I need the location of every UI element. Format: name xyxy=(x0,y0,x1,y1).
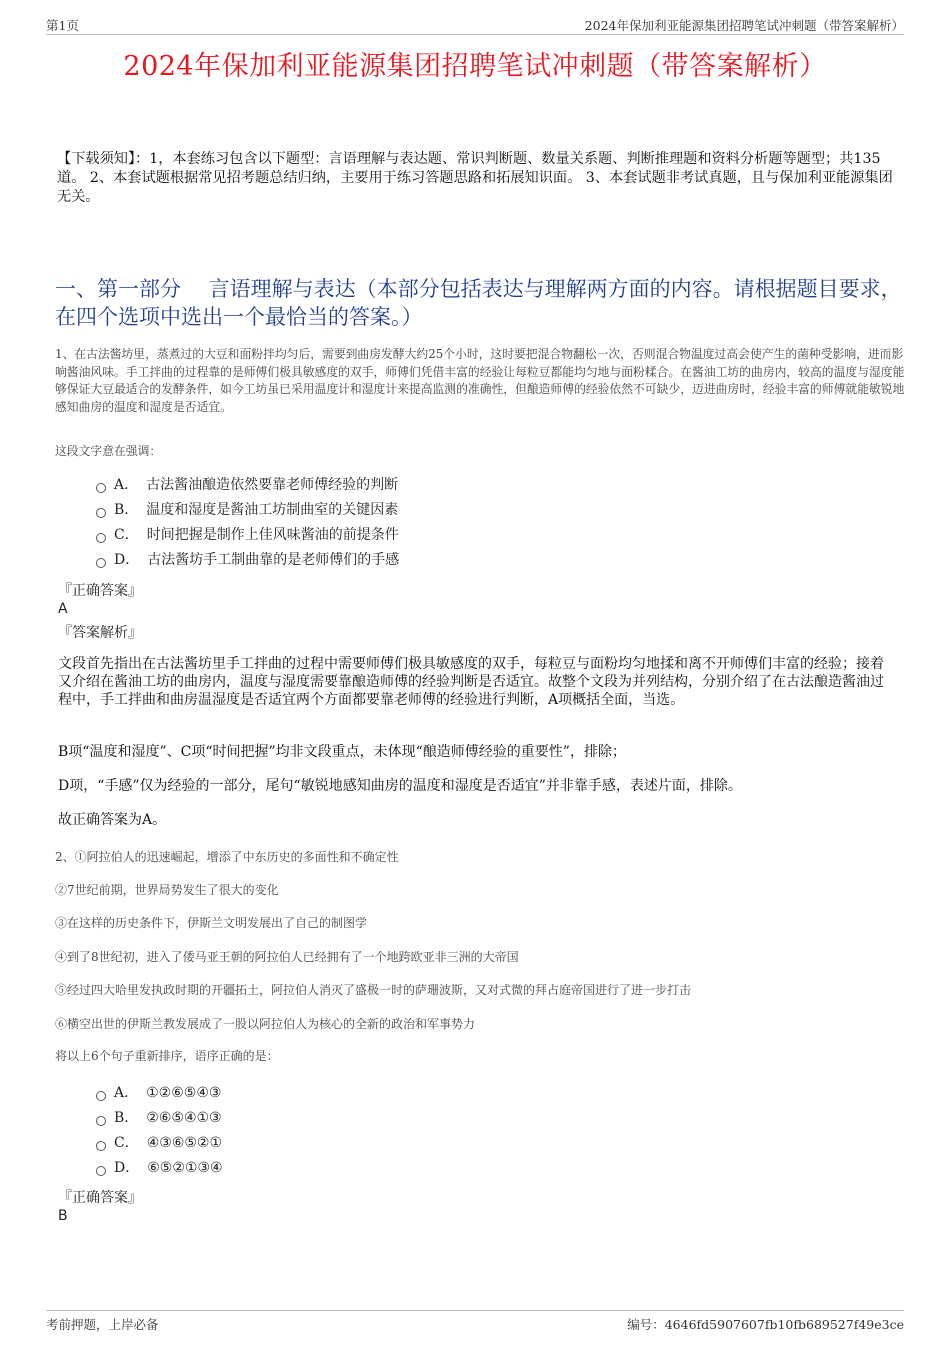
q2-sentence-5: ⑤经过四大哈里发执政时期的开疆拓土，阿拉伯人消灭了盛极一时的萨珊波斯，又对式微的拜占庭帝国进行了进一步打击 xyxy=(55,983,692,997)
q2-option-c[interactable] xyxy=(96,1131,223,1156)
q2-prompt: 将以上6个句子重新排序，语序正确的是： xyxy=(55,1049,279,1063)
q1-analysis-para-3: D项，“手感”仅为经验的一部分，尾句“敏锐地感知曲房的温度和湿度是否适宜”并非靠手感，表述片面，排除。 xyxy=(58,778,742,794)
q1-option-d[interactable] xyxy=(96,548,399,573)
radio-icon[interactable] xyxy=(96,483,106,493)
radio-icon[interactable] xyxy=(96,533,106,543)
option-letter: D． xyxy=(114,552,140,568)
q1-analysis-para-4: 故正确答案为A。 xyxy=(58,812,167,828)
option-text: 温度和湿度是酱油工坊制曲室的关键因素 xyxy=(146,502,399,518)
q1-answer-label: 『正确答案』 xyxy=(58,583,142,599)
q2-option-b[interactable] xyxy=(96,1106,223,1131)
page-footer xyxy=(46,1310,904,1335)
page-title: 2024年保加利亚能源集团招聘笔试冲刺题（带答案解析） xyxy=(123,51,827,82)
q2-sentence-1: 2、①阿拉伯人的迅速崛起，增添了中东历史的多面性和不确定性 xyxy=(55,850,399,864)
q2-sentence-3: ③在这样的历史条件下，伊斯兰文明发展出了自己的制图学 xyxy=(55,916,368,930)
q1-option-b[interactable] xyxy=(96,498,399,523)
q2-sentence-4: ④到了8世纪初，进入了倭马亚王朝的阿拉伯人已经拥有了一个地跨欧亚非三洲的大帝国 xyxy=(55,950,519,964)
option-letter: B． xyxy=(114,1110,139,1126)
option-letter: A． xyxy=(114,1085,139,1101)
option-text: ②⑥⑤④①③ xyxy=(146,1110,222,1126)
header-doc-title: 2024年保加利亚能源集团招聘笔试冲刺题（带答案解析） xyxy=(584,18,904,33)
q2-sentence-2: ②7世纪前期，世界局势发生了很大的变化 xyxy=(55,883,279,897)
q1-answer: A xyxy=(58,601,68,617)
q1-analysis-para-1: 文段首先指出在古法酱坊里手工拌曲的过程中需要师傅们极具敏感度的双手，每粒豆与面粉均匀地揉和离不开师傅们丰富的经验；接着又介绍在酱油工坊的曲房内，温度与湿度需要靠酿造师傅的经验判断是否适宜。故整个文段为并列结构，分别介绍了在古法酿造酱油过程中，手工拌曲和曲房温湿度是否适宜两个方面都要靠老师傅的经验进行判断，A项概括全面，当选。 xyxy=(58,656,884,708)
radio-icon[interactable] xyxy=(96,1116,106,1126)
option-letter: C． xyxy=(114,527,139,543)
radio-icon[interactable] xyxy=(96,558,106,568)
q1-stem: 1、在古法酱坊里，蒸煮过的大豆和面粉拌均匀后，需要到曲房发酵大约25个小时，这时要把混合物翻松一次，否则混合物温度过高会使产生的菌种受影响，进而影响酱油风味。手工拌曲的过程靠的是师傅们极具敏感度的双手，师傅们凭借丰富的经验让每粒豆都能均匀地与面粉糅合。在酱油工坊的曲房内，较高的温度与湿度能够保证大豆最适合的发酵条件，如今工坊虽已采用温度计和湿度计来提高监测的准确性，但酿造师傅的经验依然不可缺少，迈进曲房时，经验丰富的师傅就能敏锐地感知曲房的温度和湿度是否适宜。 xyxy=(55,347,905,414)
footer-code: 编号：4646fd5907607fb10fb689527f49e3ce xyxy=(627,1317,904,1332)
option-text: ④③⑥⑤②① xyxy=(146,1135,223,1151)
q1-option-c[interactable] xyxy=(96,523,399,548)
q1-options xyxy=(96,473,399,573)
section-heading: 一、第一部分 言语理解与表达（本部分包括表达与理解两方面的内容。请根据题目要求，在四个选项中选出一个最恰当的答案。） xyxy=(55,277,902,329)
option-letter: C． xyxy=(114,1135,139,1151)
option-letter: D． xyxy=(114,1160,140,1176)
q2-option-a[interactable] xyxy=(96,1081,223,1106)
radio-icon[interactable] xyxy=(96,1166,106,1176)
q1-prompt: 这段文字意在强调： xyxy=(55,444,162,458)
q2-option-d[interactable] xyxy=(96,1156,223,1181)
q1-analysis-para-2: B项“温度和湿度”、C项“时间把握”均非文段重点，未体现“酿造师傅经验的重要性”，排除； xyxy=(58,744,626,760)
radio-icon[interactable] xyxy=(96,1141,106,1151)
q1-option-a[interactable] xyxy=(96,473,399,498)
option-letter: A． xyxy=(114,477,139,493)
option-letter: B． xyxy=(114,502,139,518)
q2-sentence-6: ⑥横空出世的伊斯兰教发展成了一股以阿拉伯人为核心的全新的政治和军事势力 xyxy=(55,1017,476,1031)
page-number: 第1页 xyxy=(46,18,79,33)
footer-slogan: 考前押题，上岸必备 xyxy=(46,1317,159,1332)
option-text: ①②⑥⑤④③ xyxy=(146,1085,222,1101)
option-text: 时间把握是制作上佳风味酱油的前提条件 xyxy=(146,527,399,543)
q1-analysis-label: 『答案解析』 xyxy=(58,625,142,641)
radio-icon[interactable] xyxy=(96,508,106,518)
download-notice: 【下载须知】：1，本套练习包含以下题型：言语理解与表达题、常识判断题、数量关系题、判断推理题和资料分析题等题型；共135道。 2、本套试题根据常见招考题总结归纳，主要用于练习答题思路和拓展知识面。 3、本套试题非考试真题，且与保加利亚能源集团无关。 xyxy=(57,151,893,205)
option-text: 古法酱油酿造依然要靠老师傅经验的判断 xyxy=(146,477,399,493)
radio-icon[interactable] xyxy=(96,1091,106,1101)
option-text: 古法酱坊手工制曲靠的是老师傅们的手感 xyxy=(147,552,400,568)
page-header xyxy=(46,14,904,35)
q2-answer: B xyxy=(58,1208,68,1224)
q2-answer-label: 『正确答案』 xyxy=(58,1190,142,1206)
q2-options xyxy=(96,1081,223,1181)
option-text: ⑥⑤②①③④ xyxy=(147,1160,223,1176)
